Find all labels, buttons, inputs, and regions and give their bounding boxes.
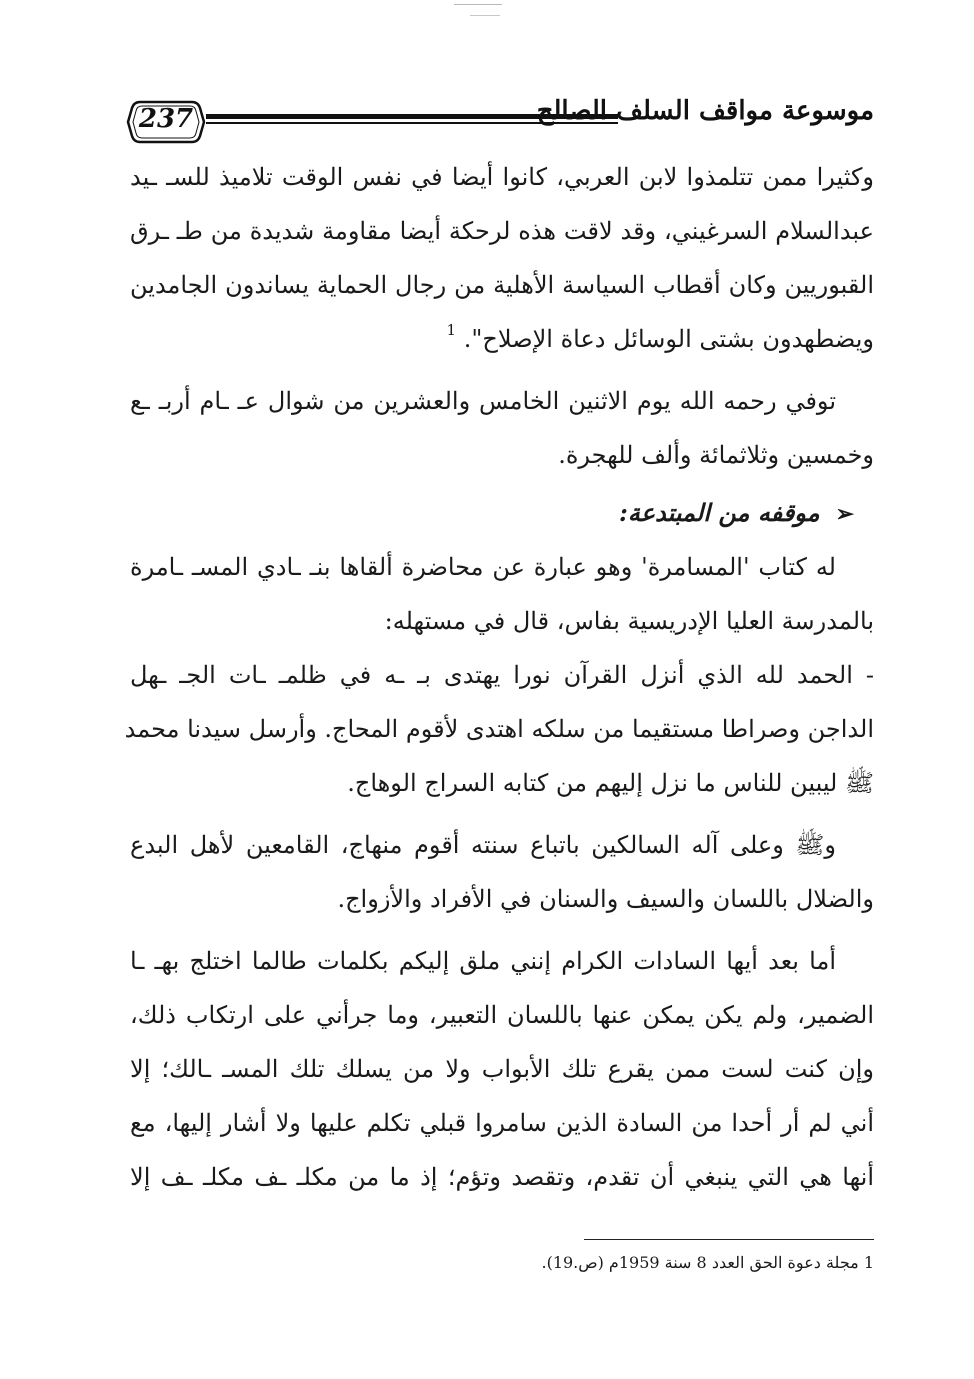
page-header: [118, 94, 874, 150]
text-line: الضمير، ولم يكن يمكن عنها باللسان التعبير، وما جرأني على ارتكاب ذلك،: [130, 1001, 874, 1029]
body-text: [124, 150, 875, 1204]
arrowhead-bullet-icon: ➢: [835, 501, 854, 527]
text-line: أني لم أر أحدا من السادة الذين سامروا قبلي تكلم عليها ولا أشار إليها، مع: [130, 1109, 874, 1137]
text-line: القبوريين وكان أقطاب السياسة الأهلية من رجال الحماية يساندون الجامدين: [130, 271, 874, 299]
footnote-reference: 1: [446, 321, 457, 339]
text-line-with-footnote: [130, 312, 874, 366]
text-line: عبدالسلام السرغيني، وقد لاقت هذه لرحكة أيضا مقاومة شديدة من طـ ـرق: [130, 217, 874, 245]
text-line: وإن كنت لست ممن يقرع تلك الأبواب ولا من يسلك تلك المسـ ـالك؛ إلا: [130, 1055, 874, 1083]
book-title: موسوعة مواقف السلف الصالح: [536, 96, 874, 126]
section-heading: [130, 486, 874, 540]
text-line: وخمسين وثلاثمائة وألف للهجرة.: [558, 441, 874, 469]
text-line: أما بعد أيها السادات الكرام إنني ملق إليكم بكلمات طالما اختلج بهـ ـا: [130, 947, 836, 975]
page-number: 237: [138, 104, 194, 134]
footnote: 1 مجلة دعوة الحق العدد 8 سنة 1959م (ص.19).: [541, 1253, 874, 1272]
text-line: بالمدرسة العليا الإدريسية بفاس، قال في مستهله:: [384, 607, 874, 635]
page-number-badge: [126, 98, 206, 146]
text-line: ﷺ ليبين للناس ما نزل إليهم من كتابه السراج الوهاج.: [347, 769, 874, 797]
section-heading-text: موقفه من المبتدعة:: [619, 498, 820, 527]
scan-mark-top: [454, 4, 502, 5]
text-line: له كتاب 'المسامرة' وهو عبارة عن محاضرة ألقاها بنـ ـادي المسـ ـامرة: [130, 553, 836, 581]
footnote-separator: [584, 1239, 874, 1240]
text-line: الداجن وصراطا مستقيما من سلكه اهتدى لأقوم المحاج. وأرسل سيدنا محمد: [124, 715, 874, 743]
text-line: أنها هي التي ينبغي أن تقدم، وتقصد وتؤم؛ إذ ما من مكلـ ـف مكلـ ـف إلا: [130, 1163, 874, 1191]
text-line: وكثيرا ممن تتلمذوا لابن العربي، كانوا أيضا في نفس الوقت تلاميذ للسـ ـيد: [130, 163, 874, 191]
scan-mark-top-2: [470, 15, 500, 16]
text-line: والضلال باللسان والسيف والسنان في الأفراد والأزواج.: [337, 885, 874, 913]
text-line: وﷺ وعلى آله السالكين باتباع سنته أقوم منهاج، القامعين لأهل البدع: [130, 831, 836, 859]
text-line: - الحمد لله الذي أنزل القرآن نورا يهتدى بـ ـه في ظلمـ ـات الجـ ـهل: [130, 661, 875, 689]
text-line: توفي رحمه الله يوم الاثنين الخامس والعشرين من شوال عـ ـام أربـ ـع: [130, 387, 836, 415]
text-line: ويضطهدون بشتى الوسائل دعاة الإصلاح".: [463, 325, 874, 353]
